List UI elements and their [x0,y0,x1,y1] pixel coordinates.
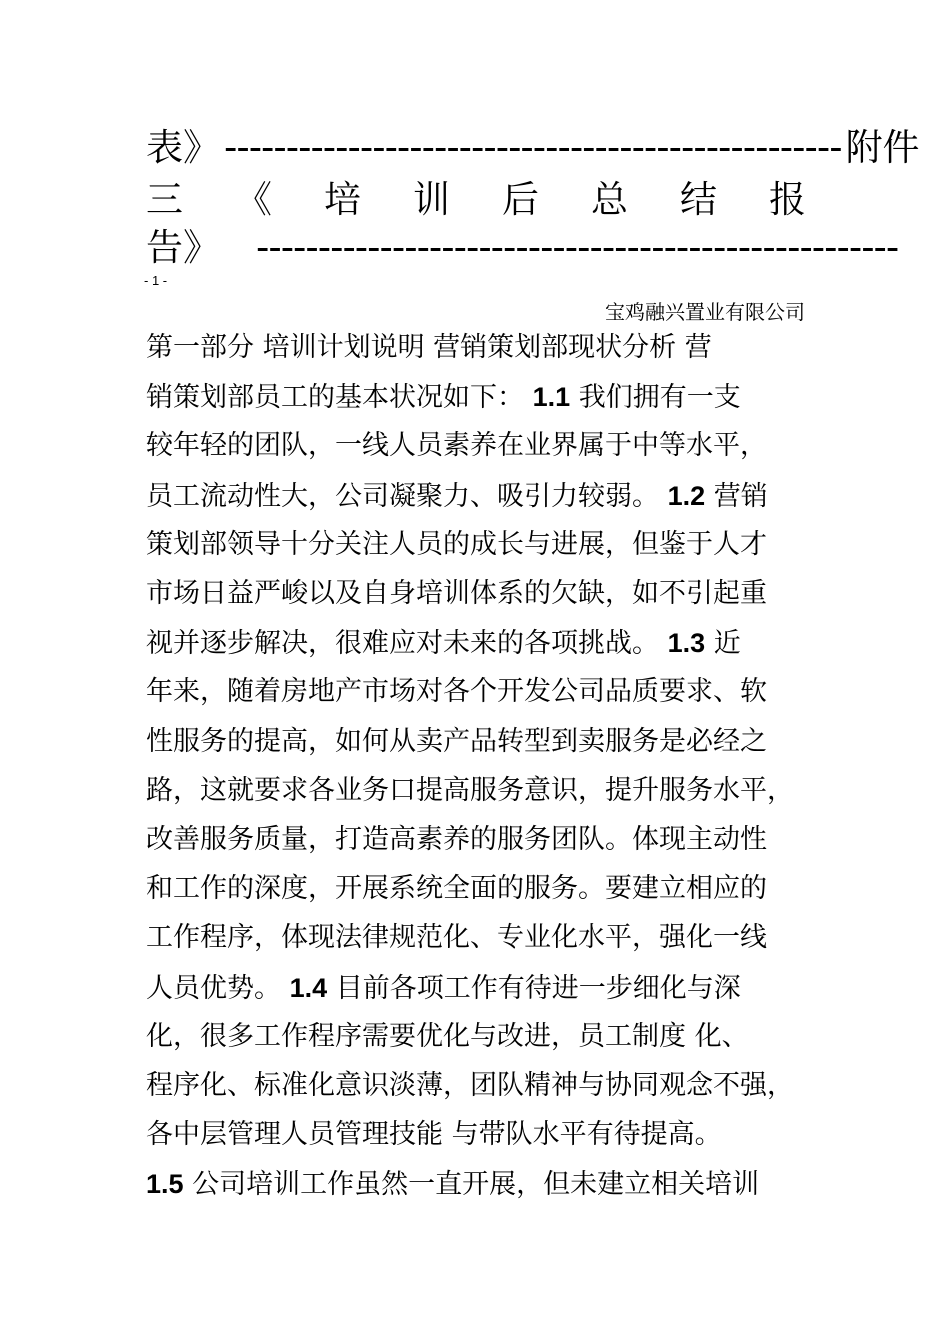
body-line: 化，很多工作程序需要优化与改进，员工制度 化、 [146,1021,749,1052]
body-line: 性服务的提高，如何从卖产品转型到卖服务是必经之 [146,726,767,757]
toc-char: 《 [235,178,272,221]
body-line: 年来，随着房地产市场对各个开发公司品质要求、软 [146,676,767,707]
body-line: 较年轻的团队，一线人员素养在业界属于中等水平， [146,430,767,461]
page-number: - 1 - [144,273,168,288]
body-line: 工作程序，体现法律规范化、专业化水平，强化一线 [146,922,767,953]
toc-char: 总 [591,178,628,221]
toc-line-3-start: 告》 [146,226,220,269]
toc-char: 训 [413,178,450,221]
body-line: 员工流动性大，公司凝聚力、吸引力较弱。 1.2 营销 [146,481,768,512]
body-line: 第一部分 培训计划说明 营销策划部现状分析 营 [146,332,712,363]
toc-char: 后 [502,178,539,221]
toc-leader-dashes: ---------------------------------------------------- [256,226,899,269]
toc-line-3 [146,226,899,270]
toc-line-2 [146,178,806,222]
toc-char: 三 [146,178,183,221]
body-line: 1.5 公司培训工作虽然一直开展，但未建立相关培训 [146,1169,760,1200]
body-line: 和工作的深度，开展系统全面的服务。要建立相应的 [146,873,767,904]
body-line: 策划部领导十分关注人员的成长与进展，但鉴于人才 [146,529,767,560]
body-line: 人员优势。 1.4 目前各项工作有待进一步细化与深 [146,973,741,1004]
company-name: 宝鸡融兴置业有限公司 [605,300,805,324]
body-line: 视并逐步解决，很难应对未来的各项挑战。 1.3 近 [146,628,741,659]
toc-line-1-start: 表》 [146,126,220,169]
toc-char: 报 [769,178,806,221]
toc-char: 培 [324,178,361,221]
body-line: 程序化、标准化意识淡薄，团队精神与协同观念不强， [146,1070,794,1101]
body-line: 市场日益严峻以及自身培训体系的欠缺，如不引起重 [146,578,767,609]
body-line: 销策划部员工的基本状况如下： 1.1 我们拥有一支 [146,382,741,413]
toc-line-1 [146,126,920,170]
toc-leader-dashes: -------------------------------------------------- [224,126,842,169]
body-line: 各中层管理人员管理技能 与带队水平有待提高。 [146,1119,722,1150]
body-line: 改善服务质量，打造高素养的服务团队。体现主动性 [146,824,767,855]
toc-line-1-end: 附件 [845,126,920,169]
body-line: 路，这就要求各业务口提高服务意识，提升服务水平， [146,775,794,806]
toc-char: 结 [680,178,717,221]
